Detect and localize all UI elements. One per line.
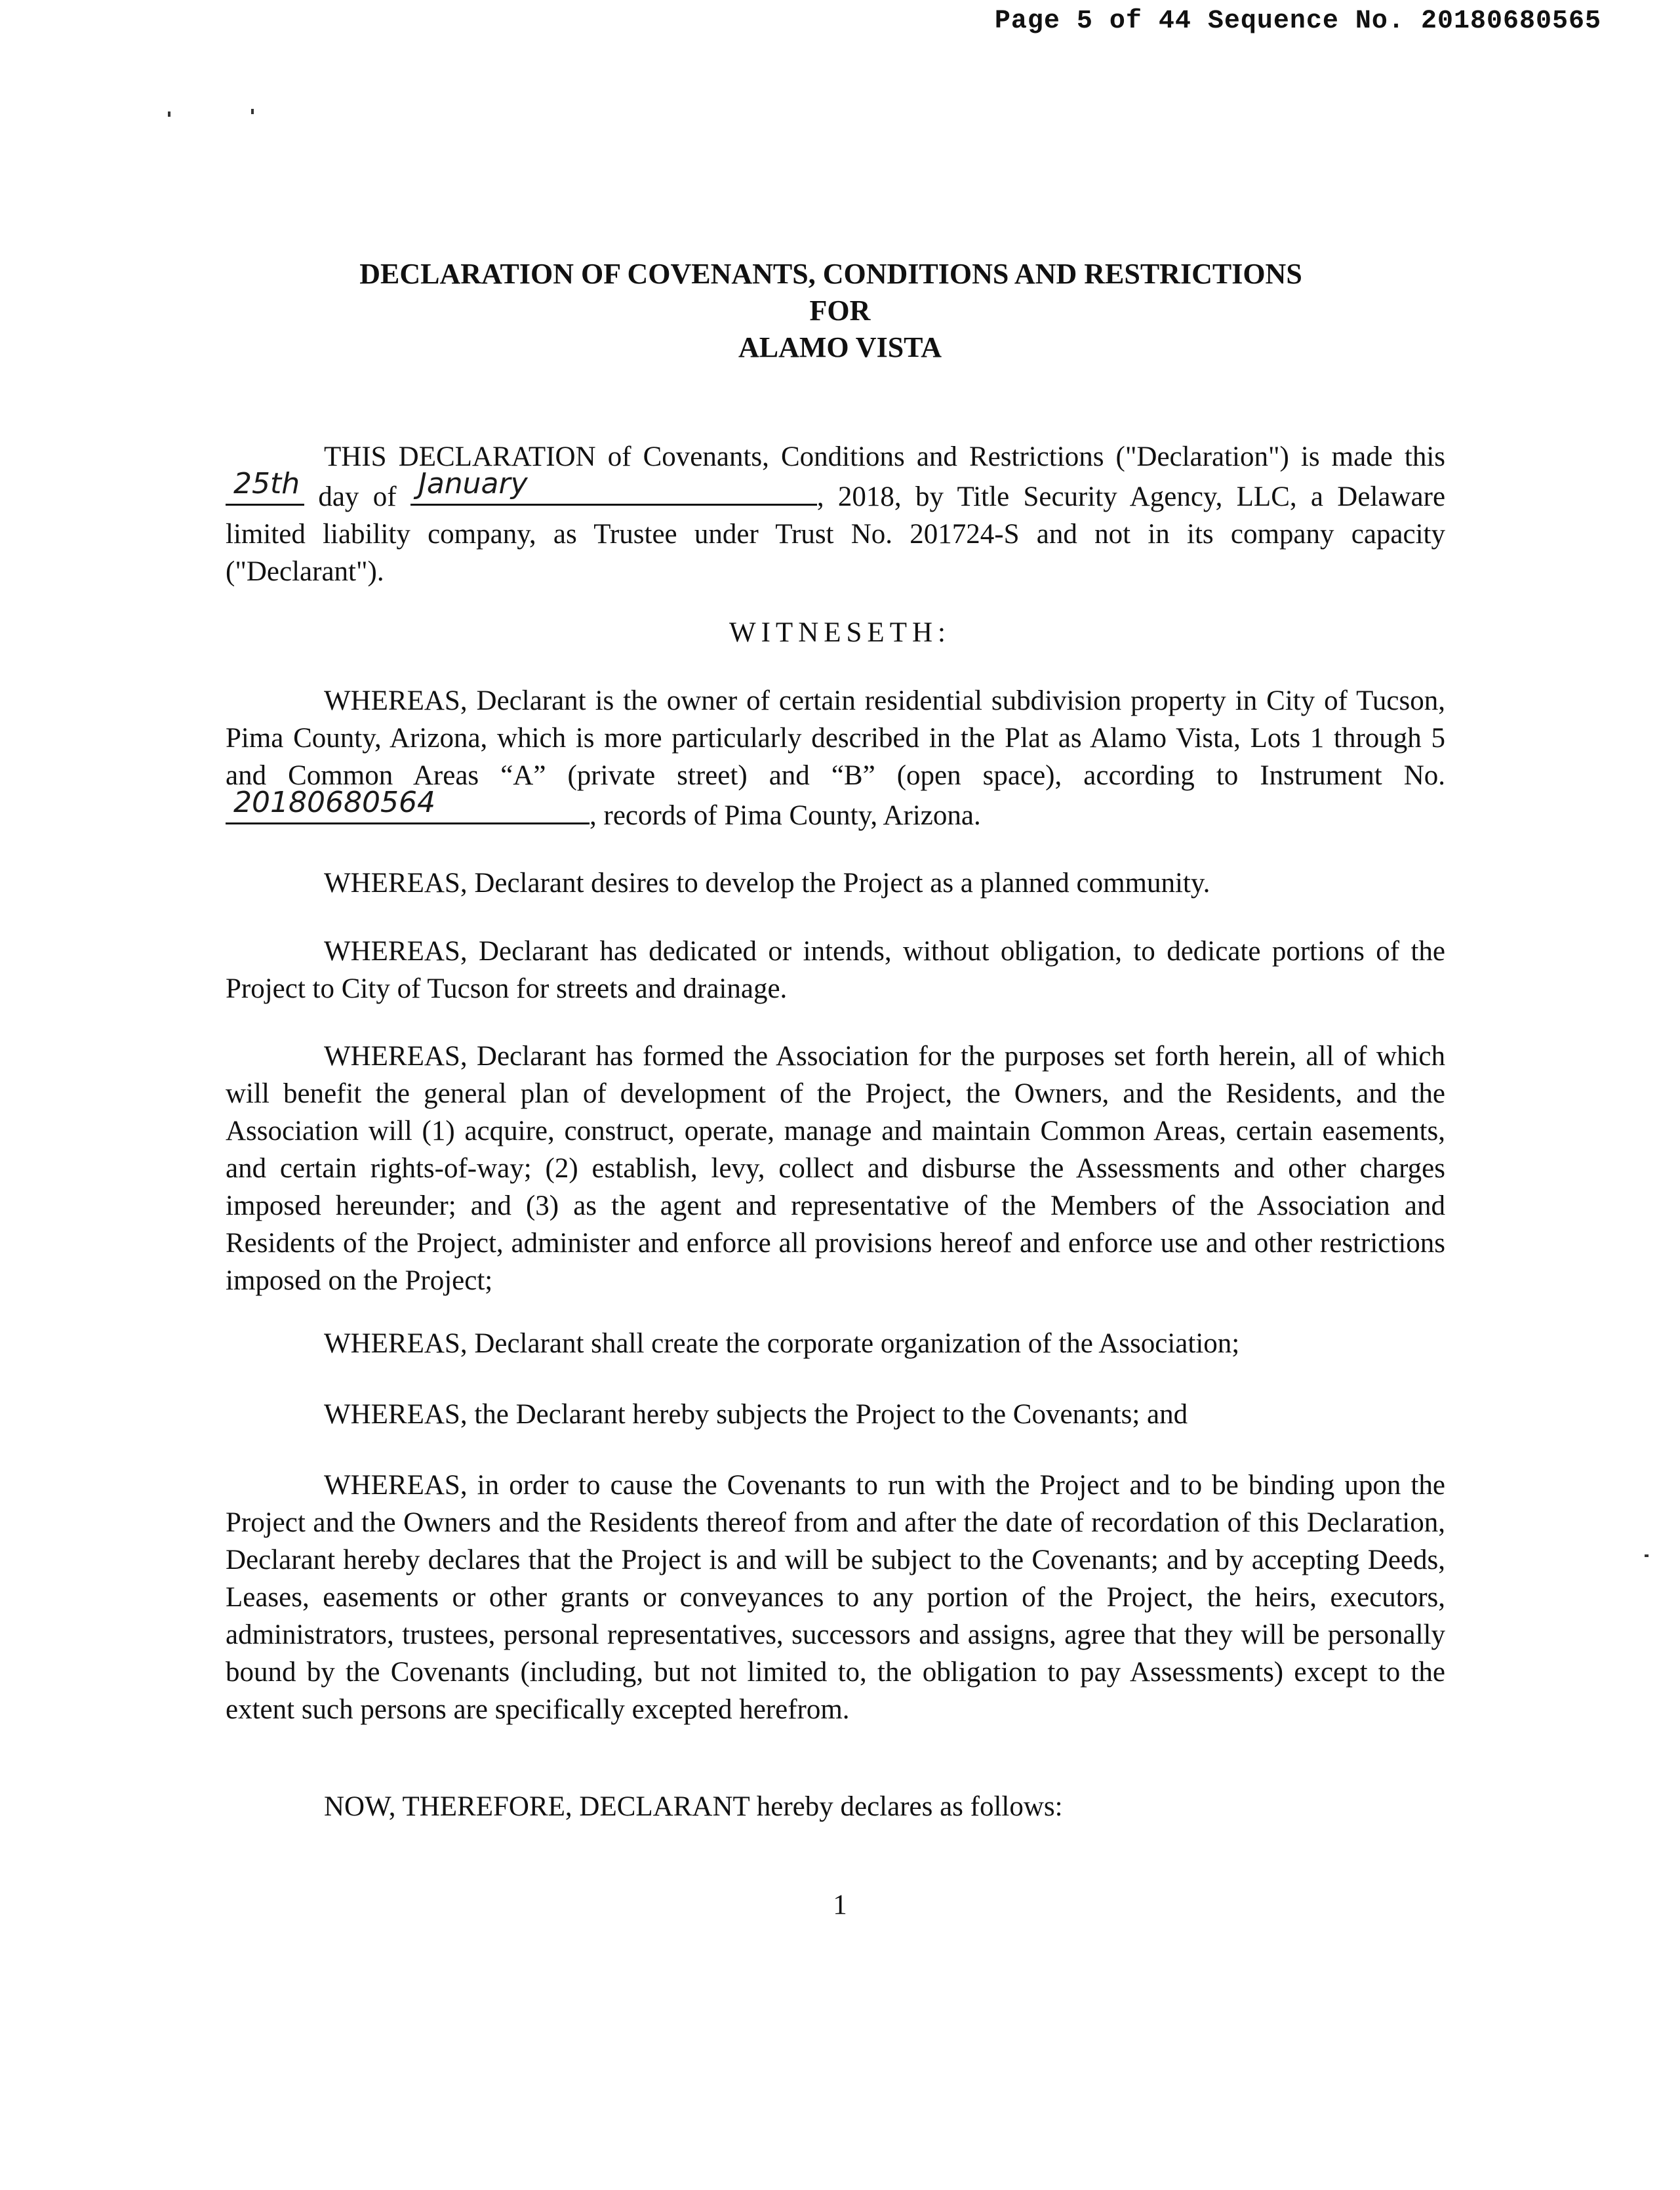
recital-3-text: WHEREAS, Declarant has dedicated or intends, without obligation, to dedicate portions of the Project to City of Tucson for streets and drainage. xyxy=(226,936,1445,1004)
page-sequence-header: Page 5 of 44 Sequence No. 20180680565 xyxy=(994,7,1601,36)
title-line-1: DECLARATION OF COVENANTS, CONDITIONS AND RESTRICTIONS xyxy=(359,258,1302,290)
intro-paragraph xyxy=(226,438,1445,590)
intro-text-c: , 2018, by Title Security Agency, LLC, a Delaware limited liability company, as Trustee under Trust No. 201724-S and not in its company capacity ("Declarant"). xyxy=(226,481,1446,587)
recital-5 xyxy=(226,1325,1445,1362)
instrument-handwritten: 20180680564 xyxy=(233,786,435,819)
title-line-2: FOR xyxy=(809,294,871,327)
instrument-blank xyxy=(226,786,590,824)
month-blank xyxy=(410,467,817,506)
document-title xyxy=(0,256,1680,366)
intro-text-a: THIS DECLARATION of Covenants, Conditions and Restrictions ("Declaration") is made this xyxy=(324,441,1445,472)
recital-2 xyxy=(226,864,1445,902)
intro-text-b: day of xyxy=(318,481,397,512)
day-handwritten: 25th xyxy=(233,467,300,500)
recital-7-text: WHEREAS, in order to cause the Covenants to run with the Project and to be binding upon the Project and the Owners and the Residents thereof from and after the date of recordation of this Declaration, Declarant hereby declares that the Project is and will be subject to the Covenants; and by accepting Deeds, Leases, easements or other grants or conveyances to any portion of the Project, the heirs, executors, administrators, trustees, personal representatives, successors and assigns, agree that they will be personally bound by the Covenants (including, but not limited to, the obligation to pay Assessments) except to the extent such persons are specifically excepted herefrom. xyxy=(226,1470,1445,1725)
scan-speck xyxy=(251,109,254,114)
month-handwritten: January xyxy=(418,467,528,500)
recital-3 xyxy=(226,933,1445,1007)
recital-6 xyxy=(226,1396,1445,1433)
title-line-3: ALAMO VISTA xyxy=(738,331,942,363)
recital-4 xyxy=(226,1038,1445,1299)
recital-1-text-b: , records of Pima County, Arizona. xyxy=(590,800,981,831)
recital-2-text: WHEREAS, Declarant desires to develop the Project as a planned community. xyxy=(324,868,1210,899)
witneseth-heading: WITNESETH: xyxy=(729,617,951,648)
recital-6-text: WHEREAS, the Declarant hereby subjects the Project to the Covenants; and xyxy=(324,1399,1188,1430)
recital-4-text: WHEREAS, Declarant has formed the Association for the purposes set forth herein, all of which will benefit the general plan of development of the Project, the Owners, and the Residents, and the Association will (1) acquire, construct, operate, manage and maintain Common Areas, certain easements, and certain rights-of-way; (2) establish, levy, collect and disburse the Assessments and other charges imposed hereunder; and (3) as the agent and representative of the Members of the Association and Residents of the Project, administer and enforce all provisions hereof and enforce use and other restrictions imposed on the Project; xyxy=(226,1041,1445,1296)
scan-speck xyxy=(168,112,170,117)
recital-1 xyxy=(226,682,1445,834)
closing-text: NOW, THEREFORE, DECLARANT hereby declares as follows: xyxy=(324,1791,1063,1822)
page-number: 1 xyxy=(833,1890,847,1920)
closing-paragraph xyxy=(226,1788,1445,1825)
recital-7 xyxy=(226,1467,1445,1728)
day-blank xyxy=(226,467,304,506)
recital-5-text: WHEREAS, Declarant shall create the corporate organization of the Association; xyxy=(324,1328,1240,1359)
recital-1-text-a: WHEREAS, Declarant is the owner of certain residential subdivision property in City of Tucson, Pima County, Arizona, which is more particularly described in the Plat as Alamo Vista, Lots 1 through 5 and Common Areas “A” (private street) and “B” (open space), according to Instrument No. xyxy=(226,685,1445,791)
scan-speck xyxy=(1645,1554,1649,1557)
